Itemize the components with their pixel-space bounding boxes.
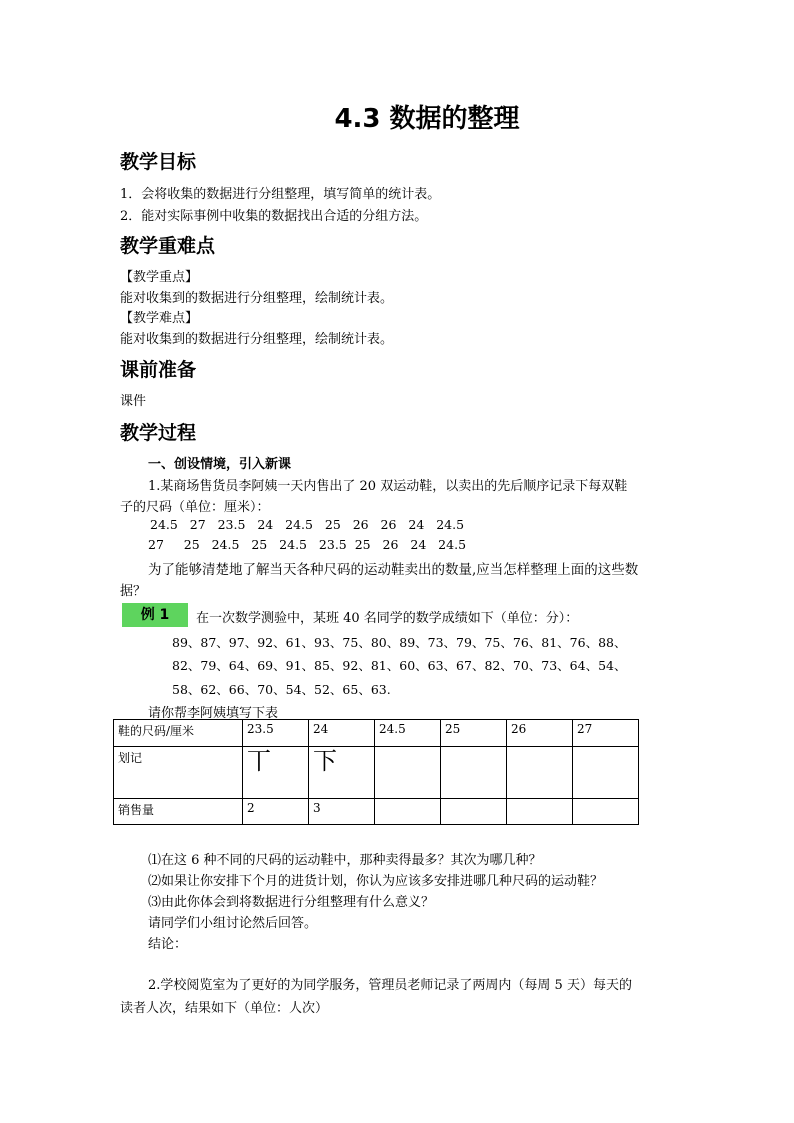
difficulty-label: 【教学难点】 [120, 311, 199, 326]
table-header-cell: 25 [441, 720, 507, 747]
question-1-line-1: 1.某商场售货员李阿姨一天内售出了 20 双运动鞋，以卖出的先后顺序记录下每双鞋 [148, 479, 628, 494]
page-title: 4.3 数据的整理 [334, 104, 520, 134]
discussion-prompt: 请同学们小组讨论然后回答。 [148, 916, 318, 931]
difficulty-text: 能对收集到的数据进行分组整理，绘制统计表。 [120, 332, 394, 347]
example-1-badge: 例 1 [122, 603, 188, 627]
table-sales-row [114, 799, 639, 825]
table-header-cell: 26 [507, 720, 573, 747]
table-header-row [114, 720, 639, 747]
table-intro: 请你帮李阿姨填写下表 [148, 706, 279, 721]
sales-cell [441, 799, 507, 825]
question-2-line-2: 读者人次，结果如下（单位：人次） [120, 1001, 329, 1016]
table-header-cell: 23.5 [243, 720, 309, 747]
sales-cell [375, 799, 441, 825]
sales-cell: 2 [243, 799, 309, 825]
question-1-line-2: 子的尺码（单位：厘米）： [120, 500, 270, 515]
example-1-scores-line-2: 82、79、64、69、91、85、92、81、60、63、67、82、70、73、64、54、 [172, 658, 627, 673]
example-1-intro: 在一次数学测验中，某班 40 名同学的数学成绩如下（单位：分）： [196, 611, 579, 626]
question-2-line-1: 2.学校阅览室为了更好的为同学服务，管理员老师记录了两周内（每周 5 天）每天的 [148, 978, 632, 993]
question-1-ask-line-1: 为了能够清楚地了解当天各种尺码的运动鞋卖出的数量,应当怎样整理上面的这些数 [148, 562, 639, 578]
conclusion-label: 结论： [148, 937, 188, 952]
table-tally-row [114, 747, 639, 799]
heading-prep: 课前准备 [120, 359, 197, 381]
shoe-size-table [113, 719, 639, 825]
table-row-label: 销售量 [114, 799, 243, 825]
goal-item-2: 2．能对实际事例中收集的数据找出合适的分组方法。 [120, 209, 428, 224]
goal-item-1: 1．会将收集的数据进行分组整理，填写简单的统计表。 [120, 187, 441, 202]
example-1-scores-line-1: 89、87、97、92、61、93、75、80、89、73、79、75、76、81、76、88、 [172, 635, 627, 650]
table-header-cell: 鞋的尺码/厘米 [114, 720, 243, 747]
table-header-cell: 24.5 [375, 720, 441, 747]
sub-question-2: ⑵如果让你安排下个月的进货计划，你认为应该多安排进哪几种尺码的运动鞋？ [148, 874, 604, 889]
table-row-label: 划记 [114, 747, 243, 799]
example-1-scores-line-3: 58、62、66、70、54、52、65、63. [172, 682, 391, 697]
sub-question-3: ⑶由此你体会到将数据进行分组整理有什么意义？ [148, 895, 435, 910]
sales-cell [507, 799, 573, 825]
heading-key-points: 教学重难点 [120, 235, 216, 257]
subheading-intro: 一、创设情境，引入新课 [148, 457, 292, 472]
sub-question-1: ⑴在这 6 种不同的尺码的运动鞋中，那种卖得最多？其次为哪几种？ [148, 853, 542, 868]
tally-mark-cell [441, 747, 507, 799]
sales-cell [573, 799, 639, 825]
tally-mark-cell [573, 747, 639, 799]
shoe-size-data-row-2: 27 25 24.5 25 24.5 23.5 25 26 24 24.5 [148, 537, 467, 552]
prep-text: 课件 [120, 394, 147, 409]
focus-text: 能对收集到的数据进行分组整理，绘制统计表。 [120, 291, 394, 306]
heading-goals: 教学目标 [120, 151, 197, 173]
heading-process: 教学过程 [120, 422, 197, 444]
focus-label: 【教学重点】 [120, 270, 199, 285]
tally-mark-cell: 下 [309, 747, 375, 799]
table-header-cell: 27 [573, 720, 639, 747]
tally-mark-cell: 丅 [243, 747, 309, 799]
shoe-size-data-row-1: 24.5 27 23.5 24 24.5 25 26 26 24 24.5 [150, 517, 465, 532]
sales-cell: 3 [309, 799, 375, 825]
tally-mark-cell [507, 747, 573, 799]
tally-mark-cell [375, 747, 441, 799]
table-header-cell: 24 [309, 720, 375, 747]
question-1-ask-line-2: 据？ [120, 584, 147, 599]
